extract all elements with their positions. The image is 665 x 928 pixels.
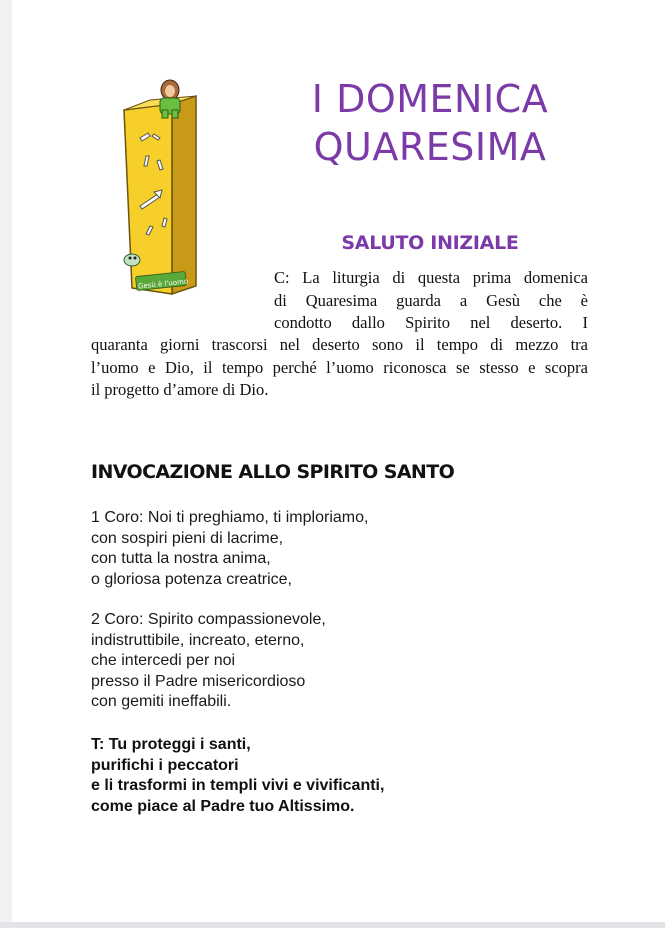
stanza-3 xyxy=(91,735,384,817)
saluto-line: C: La liturgia di questa prima domenica xyxy=(274,268,588,287)
saluto-paragraph-full xyxy=(91,334,588,402)
saluto-heading: SALUTO INIZIALE xyxy=(341,232,519,254)
saluto-paragraph-indented xyxy=(274,267,588,335)
saluto-line: l’uomo e Dio, il tempo perché l’uomo riconosca se stesso e scopra xyxy=(91,357,588,377)
saluto-line: il progetto d’amore di Dio. xyxy=(91,380,269,399)
stanza-line: presso il Padre misericordioso xyxy=(91,672,306,690)
stanza-line: 1 Coro: Noi ti preghiamo, ti imploriamo, xyxy=(91,509,369,526)
page-bottom-edge xyxy=(0,922,665,928)
saluto-line: di Quaresima guarda a Gesù che è xyxy=(274,290,588,310)
stanza-2 xyxy=(91,610,326,713)
saluto-line: quaranta giorni trascorsi nel deserto sono il tempo di mezzo tra xyxy=(91,335,588,354)
invocazione-heading: INVOCAZIONE ALLO SPIRITO SANTO xyxy=(91,461,455,483)
figure-icon xyxy=(160,80,180,118)
stanza-line: come piace al Padre tuo Altissimo. xyxy=(91,797,355,815)
small-animal-icon xyxy=(124,254,140,266)
stanza-1 xyxy=(91,508,368,590)
stanza-line: T: Tu proteggi i santi, xyxy=(91,736,251,753)
jesus-illustration xyxy=(110,74,220,306)
stanza-line: o gloriosa potenza creatrice, xyxy=(91,570,292,588)
stanza-line: con sospiri pieni di lacrime, xyxy=(91,529,284,547)
stanza-line: con tutta la nostra anima, xyxy=(91,550,271,567)
stanza-line: e li trasformi in templi vivi e vivificanti, xyxy=(91,777,385,794)
stanza-line: purifichi i peccatori xyxy=(91,756,239,774)
page-title-line-2: QUARESIMA xyxy=(313,125,547,169)
saluto-line: condotto dallo Spirito nel deserto. I xyxy=(274,313,588,332)
stanza-line: 2 Coro: Spirito compassionevole, xyxy=(91,611,326,628)
page-title-line-1: I DOMENICA xyxy=(311,77,549,121)
stanza-line: indistruttibile, increato, eterno, xyxy=(91,631,305,649)
stanza-line: che intercedi per noi xyxy=(91,652,236,669)
illustration-caption: Gesù è l'uomo xyxy=(137,277,189,291)
stanza-line: con gemiti ineffabili. xyxy=(91,693,232,710)
